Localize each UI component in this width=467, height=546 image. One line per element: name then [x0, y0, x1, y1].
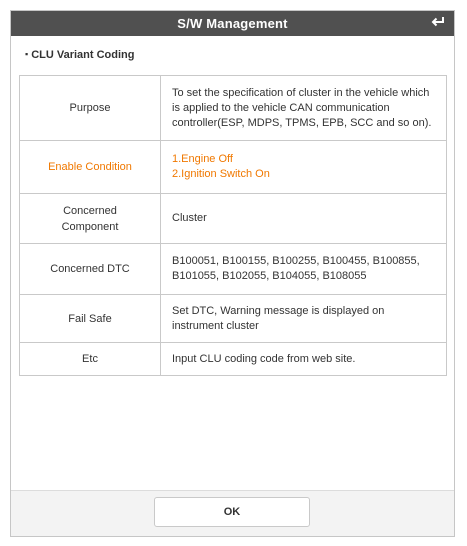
- label-line: Concerned: [63, 204, 117, 217]
- row-value: Set DTC, Warning message is displayed on instrument cluster: [161, 295, 447, 343]
- row-value: [161, 141, 447, 194]
- table-row-purpose: [20, 76, 447, 141]
- condition-line: 2.Ignition Switch On: [172, 168, 270, 180]
- row-label: Fail Safe: [20, 295, 161, 343]
- table-row-concerned-component: [20, 194, 447, 244]
- table-row-concerned-dtc: [20, 244, 447, 295]
- row-label: [20, 194, 161, 244]
- row-label: Concerned DTC: [20, 244, 161, 295]
- row-value: B100051, B100155, B100255, B100455, B100855, B101055, B102055, B104055, B108055: [161, 244, 447, 295]
- dialog-footer: [11, 490, 454, 536]
- row-label: Etc: [20, 343, 161, 376]
- row-label: Enable Condition: [20, 141, 161, 194]
- bullet-icon: ▪: [25, 49, 29, 59]
- row-value: To set the specification of cluster in the vehicle which is applied to the vehicle CAN communication controller(ESP, MDPS, TPMS, EPB, SCC and so on).: [161, 76, 447, 141]
- condition-line: 1.Engine Off: [172, 153, 233, 165]
- window-title: S/W Management: [177, 16, 288, 31]
- title-bar: [11, 11, 454, 36]
- sw-management-dialog: [10, 10, 455, 537]
- info-table: [19, 75, 447, 376]
- section-title-text: CLU Variant Coding: [31, 49, 135, 61]
- row-value: Input CLU coding code from web site.: [161, 343, 447, 376]
- table-row-etc: [20, 343, 447, 376]
- table-row-fail-safe: [20, 295, 447, 343]
- section-title: [25, 49, 134, 61]
- row-value: Cluster: [161, 194, 447, 244]
- row-label: Purpose: [20, 76, 161, 141]
- ok-button[interactable]: OK: [154, 497, 310, 527]
- return-arrow-icon: [431, 15, 445, 33]
- back-button[interactable]: [422, 11, 454, 36]
- label-line: Component: [61, 220, 119, 233]
- table-row-enable-condition: [20, 141, 447, 194]
